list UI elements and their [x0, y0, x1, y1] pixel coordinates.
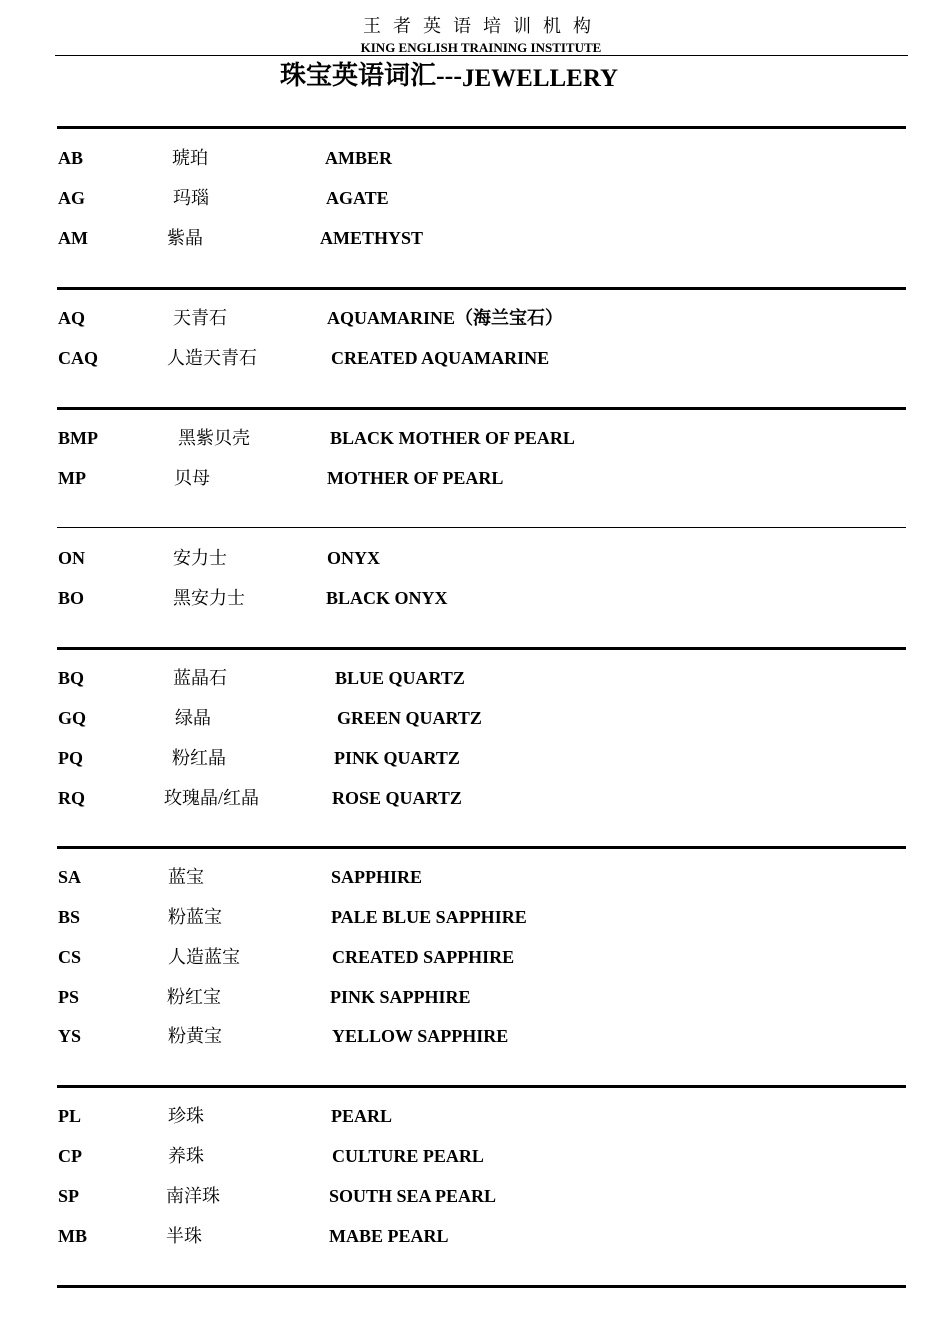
- item-english: AGATE: [326, 188, 389, 208]
- item-english: AQUAMARINE（海兰宝石）: [327, 308, 563, 328]
- item-chinese: 人造天青石: [167, 348, 257, 368]
- item-code: BS: [58, 907, 81, 927]
- item-code: PS: [58, 987, 80, 1007]
- vocab-row: [0, 706, 950, 730]
- page-title-chinese: 珠宝英语词汇---: [280, 61, 462, 90]
- vocab-row: [0, 466, 950, 490]
- item-english: BLACK MOTHER OF PEARL: [330, 428, 575, 448]
- vocab-row: [0, 1104, 950, 1128]
- vocab-row: [0, 1144, 950, 1168]
- vocab-row: [0, 586, 950, 610]
- vocab-row: [0, 546, 950, 570]
- item-chinese: 琥珀: [172, 148, 208, 168]
- item-english: SOUTH SEA PEARL: [329, 1186, 497, 1206]
- item-chinese: 粉红晶: [172, 748, 226, 768]
- vocab-row: [0, 186, 950, 210]
- item-chinese: 玫瑰晶/红晶: [164, 788, 260, 808]
- item-chinese: 粉红宝: [167, 987, 221, 1007]
- vocab-row: [0, 1224, 950, 1248]
- vocab-row: [0, 226, 950, 250]
- item-code: AM: [58, 228, 88, 248]
- item-chinese: 天青石: [173, 308, 227, 328]
- vocab-row: [0, 146, 950, 170]
- page-title: [280, 55, 618, 92]
- vocab-row: [0, 905, 950, 929]
- item-code: MP: [58, 468, 86, 488]
- item-code: SP: [58, 1186, 80, 1206]
- section-divider: [57, 1285, 906, 1288]
- section-divider: [57, 527, 906, 528]
- item-code: CP: [58, 1146, 82, 1166]
- item-chinese: 紫晶: [167, 228, 203, 248]
- item-english: PEARL: [331, 1106, 393, 1126]
- item-chinese: 养珠: [168, 1146, 204, 1166]
- item-chinese: 半珠: [166, 1226, 202, 1246]
- item-chinese: 蓝晶石: [173, 668, 227, 688]
- item-chinese: 贝母: [174, 468, 210, 488]
- item-code: PL: [58, 1106, 82, 1126]
- item-code: BMP: [58, 428, 98, 448]
- section-divider: [57, 846, 906, 849]
- vocab-row: [0, 1184, 950, 1208]
- item-english: PINK QUARTZ: [334, 748, 460, 768]
- vocab-row: [0, 865, 950, 889]
- item-english: BLUE QUARTZ: [335, 668, 465, 688]
- item-code: BO: [58, 588, 85, 608]
- item-english: CREATED AQUAMARINE: [331, 348, 550, 368]
- item-english: CULTURE PEARL: [332, 1146, 484, 1166]
- item-english: AMETHYST: [320, 228, 424, 248]
- item-english: CREATED SAPPHIRE: [332, 947, 515, 967]
- page-title-english: JEWELLERY: [461, 65, 619, 92]
- item-code: BQ: [58, 668, 85, 688]
- item-chinese: 黑紫贝壳: [178, 428, 250, 448]
- item-chinese: 珍珠: [168, 1106, 204, 1126]
- item-code: GQ: [58, 708, 87, 728]
- item-code: AG: [58, 188, 85, 208]
- vocab-row: [0, 666, 950, 690]
- item-chinese: 蓝宝: [168, 867, 204, 887]
- institute-name-chinese: 王者英语培训机构: [363, 16, 603, 36]
- vocab-row: [0, 945, 950, 969]
- item-chinese: 黑安力士: [173, 588, 245, 608]
- item-code: AQ: [58, 308, 85, 328]
- item-english: YELLOW SAPPHIRE: [332, 1026, 509, 1046]
- item-code: YS: [58, 1026, 82, 1046]
- item-chinese: 南洋珠: [166, 1186, 220, 1206]
- item-code: MB: [58, 1226, 87, 1246]
- vocab-row: [0, 985, 950, 1009]
- item-english: MOTHER OF PEARL: [327, 468, 504, 488]
- vocab-row: [0, 306, 950, 330]
- section-divider: [57, 407, 906, 410]
- item-chinese: 安力士: [173, 548, 227, 568]
- section-divider: [57, 647, 906, 650]
- item-chinese: 粉黄宝: [168, 1026, 222, 1046]
- item-english: PALE BLUE SAPPHIRE: [331, 907, 527, 927]
- institute-name-english: KING ENGLISH TRAINING INSTITUTE: [360, 40, 602, 55]
- item-code: CS: [58, 947, 82, 967]
- item-english: ROSE QUARTZ: [332, 788, 462, 808]
- vocab-row: [0, 786, 950, 810]
- item-code: SA: [58, 867, 82, 887]
- item-code: CAQ: [58, 348, 98, 368]
- item-code: ON: [58, 548, 85, 568]
- vocab-row: [0, 746, 950, 770]
- item-english: ONYX: [327, 548, 380, 568]
- item-code: PQ: [58, 748, 83, 768]
- section-divider: [57, 287, 906, 290]
- item-chinese: 人造蓝宝: [168, 947, 240, 967]
- item-english: MABE PEARL: [329, 1226, 449, 1246]
- item-english: AMBER: [325, 148, 392, 168]
- item-english: SAPPHIRE: [331, 867, 423, 887]
- section-divider: [57, 1085, 906, 1088]
- item-english: GREEN QUARTZ: [337, 708, 482, 728]
- item-english: PINK SAPPHIRE: [330, 987, 471, 1007]
- item-chinese: 玛瑙: [173, 188, 209, 208]
- item-english: BLACK ONYX: [326, 588, 448, 608]
- vocab-row: [0, 346, 950, 370]
- item-code: RQ: [58, 788, 85, 808]
- section-divider: [57, 126, 906, 129]
- item-code: AB: [58, 148, 84, 168]
- item-chinese: 粉蓝宝: [168, 907, 222, 927]
- item-chinese: 绿晶: [175, 708, 211, 728]
- vocab-row: [0, 426, 950, 450]
- vocab-row: [0, 1024, 950, 1048]
